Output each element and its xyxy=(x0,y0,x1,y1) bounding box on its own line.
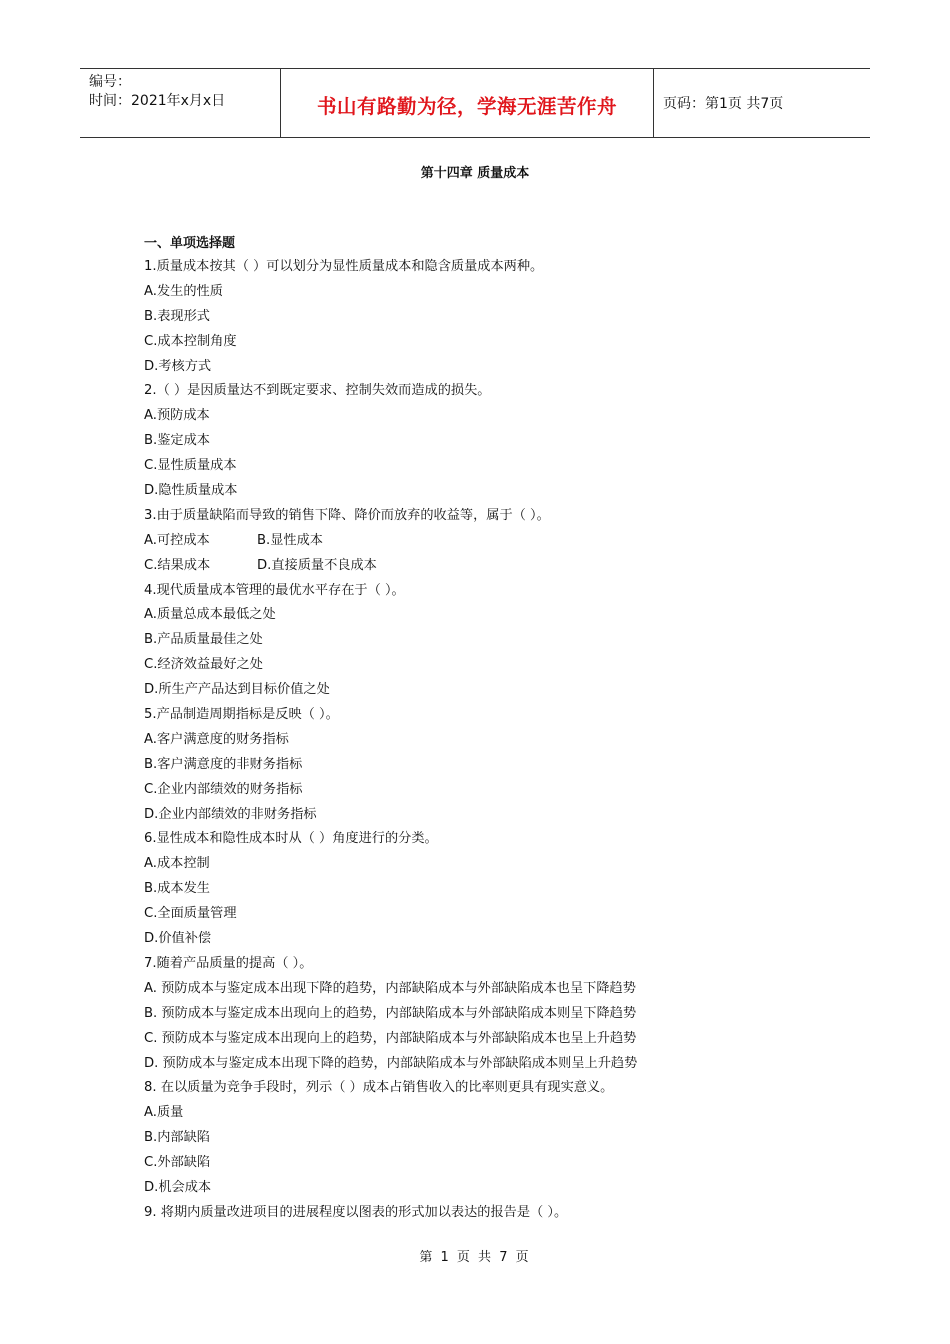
question-stem: 8. 在以质量为竞争手段时，列示（ ）成本占销售收入的比率则更具有现实意义。 xyxy=(144,1080,614,1096)
code-label: 编号： xyxy=(89,74,131,90)
option: A.成本控制 xyxy=(144,856,210,872)
header-middle-cell xyxy=(281,69,654,137)
header-left-cell xyxy=(80,69,281,137)
page-footer: 第 1 页 共 7 页 xyxy=(419,1250,531,1265)
question-stem: 2.（ ）是因质量达不到既定要求、控制失效而造成的损失。 xyxy=(144,383,491,399)
option: C.结果成本 xyxy=(144,557,211,573)
option: C.全面质量管理 xyxy=(144,906,237,922)
option: D.直接质量不良成本 xyxy=(257,557,377,573)
option: D. 预防成本与鉴定成本出现下降的趋势，内部缺陷成本与外部缺陷成本则呈上升趋势 xyxy=(144,1055,638,1071)
time-label: 时间：2021年x月x日 xyxy=(89,93,226,109)
question-stem: 5.产品制造周期指标是反映（ ）。 xyxy=(144,707,339,723)
question-stem: 6.显性成本和隐性成本时从（ ）角度进行的分类。 xyxy=(144,831,438,847)
option-pair xyxy=(144,554,744,579)
option: D.考核方式 xyxy=(144,358,212,374)
option: C.经济效益最好之处 xyxy=(144,657,263,673)
option: B.客户满意度的非财务指标 xyxy=(144,756,303,772)
option: A.客户满意度的财务指标 xyxy=(144,731,289,747)
question-stem: 1.质量成本按其（ ）可以划分为显性质量成本和隐含质量成本两种。 xyxy=(144,259,544,274)
option: A.预防成本 xyxy=(144,408,210,424)
question-list xyxy=(144,232,744,1226)
option: B.产品质量最佳之处 xyxy=(144,632,263,648)
question-stem: 7.随着产品质量的提高（ ）。 xyxy=(144,955,313,971)
section-title: 一、单项选择题 xyxy=(144,236,236,251)
option: A.质量 xyxy=(144,1105,184,1121)
option: D.所生产产品达到目标价值之处 xyxy=(144,682,330,698)
page-header xyxy=(80,68,870,138)
option: D.价值补偿 xyxy=(144,931,212,947)
option: B. 预防成本与鉴定成本出现向上的趋势，内部缺陷成本与外部缺陷成本则呈下降趋势 xyxy=(144,1005,637,1021)
option: C. 预防成本与鉴定成本出现向上的趋势，内部缺陷成本与外部缺陷成本也呈上升趋势 xyxy=(144,1030,637,1046)
option: D.企业内部绩效的非财务指标 xyxy=(144,806,317,822)
option: C.成本控制角度 xyxy=(144,333,237,349)
header-right-cell xyxy=(654,69,870,137)
option: C.企业内部绩效的财务指标 xyxy=(144,781,303,797)
question-stem: 3.由于质量缺陷而导致的销售下降、降价而放弃的收益等，属于（ ）。 xyxy=(144,507,550,523)
option: A.发生的性质 xyxy=(144,283,223,299)
option: C.显性质量成本 xyxy=(144,458,237,474)
option: B.表现形式 xyxy=(144,308,210,324)
option: D.隐性质量成本 xyxy=(144,483,238,499)
option: B.内部缺陷 xyxy=(144,1130,210,1146)
option-pair xyxy=(144,529,744,554)
option: A. 预防成本与鉴定成本出现下降的趋势，内部缺陷成本与外部缺陷成本也呈下降趋势 xyxy=(144,980,636,996)
option: B.显性成本 xyxy=(257,532,323,548)
option: B.成本发生 xyxy=(144,881,210,897)
option: B.鉴定成本 xyxy=(144,433,210,449)
page-info: 页码：第1页 共7页 xyxy=(663,96,784,112)
option: A.可控成本 xyxy=(144,532,210,548)
option: A.质量总成本最低之处 xyxy=(144,607,276,623)
question-stem: 9. 将期内质量改进项目的进展程度以图表的形式加以表达的报告是（ ）。 xyxy=(144,1204,568,1220)
chapter-title: 第十四章 质量成本 xyxy=(420,166,530,181)
option: C.外部缺陷 xyxy=(144,1155,211,1171)
question-stem: 4.现代质量成本管理的最优水平存在于（ ）。 xyxy=(144,582,405,598)
slogan: 书山有路勤为径，学海无涯苦作舟 xyxy=(316,95,617,118)
option: D.机会成本 xyxy=(144,1179,212,1195)
